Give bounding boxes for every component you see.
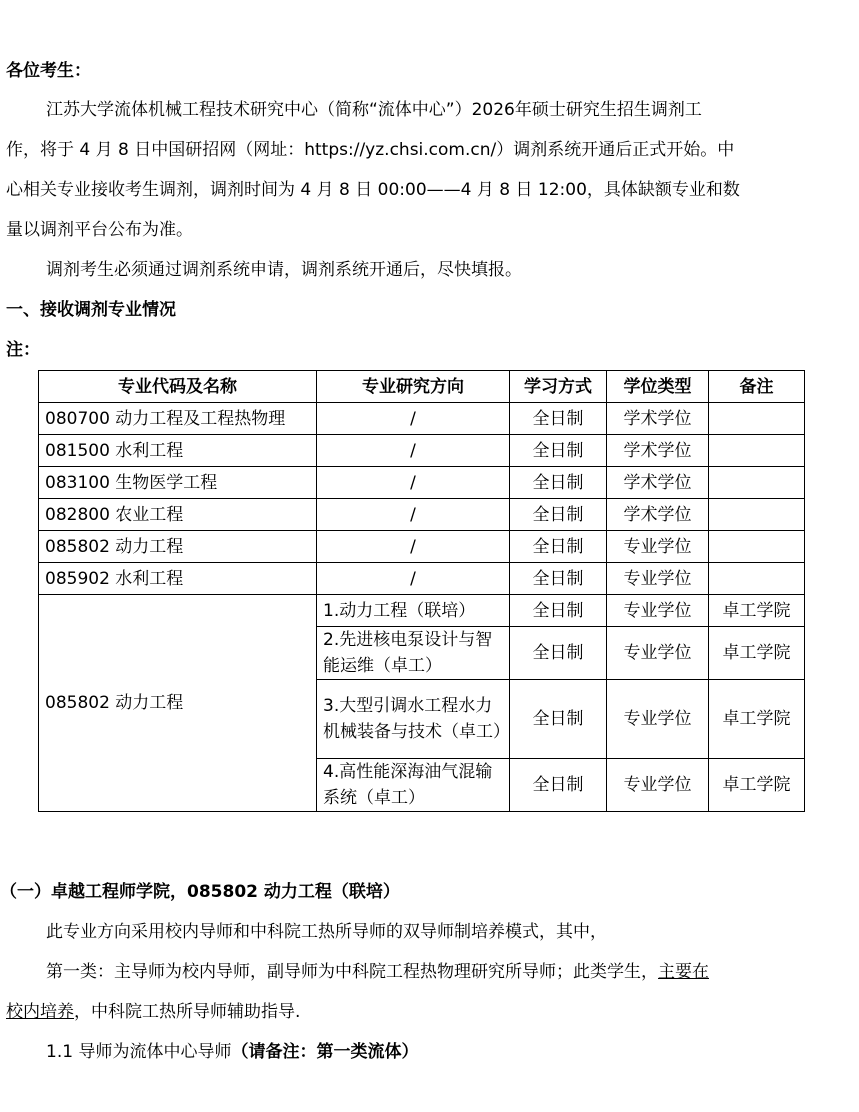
cell-mode: 全日制: [510, 531, 607, 563]
cell-degree: 专业学位: [607, 531, 709, 563]
cell-remark: [709, 531, 805, 563]
table-row: [39, 531, 805, 563]
table-row: [39, 563, 805, 595]
cell-mode: 全日制: [510, 759, 607, 812]
table-row: [39, 595, 805, 627]
cell-direction: /: [317, 499, 510, 531]
subsection-paragraph-2-line-1: [46, 960, 709, 984]
cell-mode: 全日制: [510, 435, 607, 467]
cell-direction: 2.先进核电泵设计与智能运维（卓工）: [317, 627, 510, 680]
cell-direction: /: [317, 531, 510, 563]
cell-direction: 3.大型引调水工程水力机械装备与技术（卓工）: [317, 680, 510, 759]
cell-mode: 全日制: [510, 467, 607, 499]
intro-line-4: 量以调剂平台公布为准。: [6, 220, 193, 240]
cell-degree: 学术学位: [607, 403, 709, 435]
para2-underline-2: 校内培养: [6, 1002, 74, 1022]
cell-direction: /: [317, 563, 510, 595]
cell-mode: 全日制: [510, 563, 607, 595]
intro-line-1: 江苏大学流体机械工程技术研究中心（简称“流体中心”）2026年硕士研究生招生调剂工: [46, 100, 702, 120]
cell-remark: [709, 403, 805, 435]
table-row: [39, 467, 805, 499]
cell-major: 081500 水利工程: [39, 435, 317, 467]
section-title: 一、接收调剂专业情况: [6, 300, 176, 320]
header-degree: 学位类型: [607, 371, 709, 403]
item-1-1: [46, 1040, 418, 1064]
cell-mode: 全日制: [510, 680, 607, 759]
note-label: 注：: [6, 340, 40, 360]
cell-remark: 卓工学院: [709, 627, 805, 680]
cell-remark: [709, 467, 805, 499]
cell-remark: [709, 435, 805, 467]
cell-degree: 专业学位: [607, 627, 709, 680]
cell-degree: 专业学位: [607, 680, 709, 759]
cell-major: 085902 水利工程: [39, 563, 317, 595]
subsection-title: （一）卓越工程师学院，085802 动力工程（联培）: [0, 882, 400, 902]
header-mode: 学习方式: [510, 371, 607, 403]
greeting: 各位考生：: [6, 61, 91, 81]
cell-remark: [709, 499, 805, 531]
cell-direction: /: [317, 403, 510, 435]
header-remark: 备注: [709, 371, 805, 403]
table-row: [39, 403, 805, 435]
cell-degree: 学术学位: [607, 435, 709, 467]
cell-direction: /: [317, 435, 510, 467]
cell-mode: 全日制: [510, 595, 607, 627]
para2-underline-1: 主要在: [658, 962, 709, 982]
table-row: [39, 435, 805, 467]
subsection-paragraph-1: 此专业方向采用校内导师和中科院工热所导师的双导师制培养模式，其中，: [46, 922, 607, 942]
cell-mode: 全日制: [510, 499, 607, 531]
notice-paragraph: 调剂考生必须通过调剂系统申请，调剂系统开通后，尽快填报。: [46, 260, 522, 280]
cell-direction: 1.动力工程（联培）: [317, 595, 510, 627]
cell-major: 085802 动力工程: [39, 531, 317, 563]
table-header-row: [39, 371, 805, 403]
intro-line-3: 心相关专业接收考生调剂，调剂时间为 4 月 8 日 00:00——4 月 8 日 12:00，具体缺额专业和数: [6, 180, 740, 200]
cell-degree: 学术学位: [607, 499, 709, 531]
para2-text: 第一类：主导师为校内导师，副导师为中科院工程热物理研究所导师；此类学生，: [46, 962, 658, 982]
cell-degree: 专业学位: [607, 563, 709, 595]
para2-tail: ，中科院工热所导师辅助指导.: [74, 1002, 301, 1022]
cell-mode: 全日制: [510, 403, 607, 435]
subsection-paragraph-2-line-2: [6, 1000, 300, 1024]
item-1-1-note: （请备注：第一类流体）: [231, 1042, 419, 1062]
header-major: 专业代码及名称: [39, 371, 317, 403]
cell-mode: 全日制: [510, 627, 607, 680]
intro-line-2: 作，将于 4 月 8 日中国研招网（网址：https://yz.chsi.com.cn/）调剂系统开通后正式开始。中: [6, 140, 735, 160]
cell-major: 082800 农业工程: [39, 499, 317, 531]
header-direction: 专业研究方向: [317, 371, 510, 403]
item-1-1-text: 1.1 导师为流体中心导师: [46, 1042, 232, 1062]
cell-degree: 学术学位: [607, 467, 709, 499]
cell-direction: /: [317, 467, 510, 499]
cell-remark: [709, 563, 805, 595]
cell-remark: 卓工学院: [709, 680, 805, 759]
majors-table: [38, 370, 805, 812]
cell-major: 083100 生物医学工程: [39, 467, 317, 499]
cell-direction: 4.高性能深海油气混输系统（卓工）: [317, 759, 510, 812]
cell-degree: 专业学位: [607, 595, 709, 627]
table-row: [39, 499, 805, 531]
cell-remark: 卓工学院: [709, 595, 805, 627]
cell-remark: 卓工学院: [709, 759, 805, 812]
cell-degree: 专业学位: [607, 759, 709, 812]
cell-major: 080700 动力工程及工程热物理: [39, 403, 317, 435]
cell-major-merged: 085802 动力工程: [39, 595, 317, 812]
